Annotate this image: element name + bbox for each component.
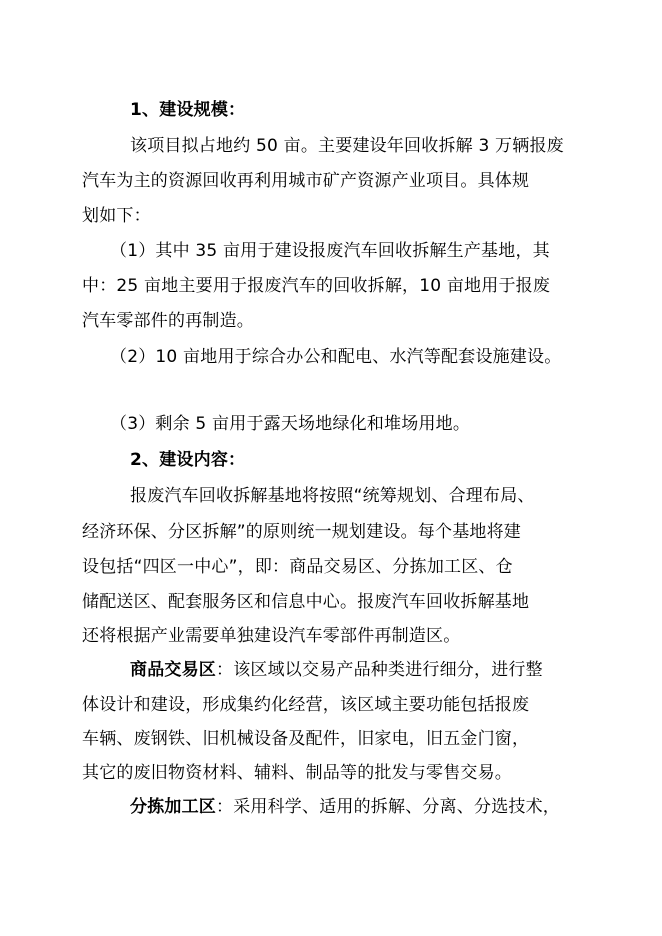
paragraph-line: 车辆、废钢铁、旧机械设备及配件，旧家电，旧五金门窗， (82, 729, 530, 749)
sorting-area-label: 分拣加工区 (130, 797, 216, 817)
list-item-1-line: 中：25 亩地主要用于报废汽车的回收拆解，10 亩地用于报废 (82, 276, 551, 296)
paragraph-line: 经济环保、分区拆解”的原则统一规划建设。每个基地将建 (82, 522, 522, 542)
paragraph-line: 该项目拟占地约 50 亩。主要建设年回收拆解 3 万辆报废 (130, 136, 564, 156)
paragraph-line: 储配送区、配套服务区和信息中心。报废汽车回收拆解基地 (82, 592, 530, 612)
paragraph-line: 报废汽车回收拆解基地将按照“统筹规划、合理布局、 (130, 486, 535, 506)
sorting-area-text: ：采用科学、适用的拆解、分离、分选技术， (216, 797, 560, 817)
paragraph-line: 设包括“四区一中心”，即：商品交易区、分拣加工区、仓 (82, 557, 513, 577)
paragraph-line: 划如下： (82, 206, 151, 226)
paragraph-line: 其它的废旧物资材料、辅料、制品等的批发与零售交易。 (82, 763, 512, 783)
paragraph-line: 还将根据产业需要单独建设汽车零部件再制造区。 (82, 626, 461, 646)
paragraph-line (130, 652, 620, 688)
paragraph-line: 体设计和建设，形成集约化经营，该区域主要功能包括报废 (82, 695, 530, 715)
list-item-1-line: 汽车零部件的再制造。 (82, 311, 254, 331)
list-item-3: （3）剩余 5 亩用于露天场地绿化和堆场用地。 (110, 414, 471, 434)
section-heading-construction-content: 2、建设内容： (130, 450, 246, 470)
trading-area-text: ：该区域以交易产品种类进行细分，进行整 (216, 660, 543, 680)
section-heading-construction-scale: 1、建设规模： (130, 100, 246, 120)
list-item-1-line: （1）其中 35 亩用于建设报废汽车回收拆解生产基地，其 (110, 241, 550, 261)
paragraph-line (130, 789, 620, 825)
trading-area-label: 商品交易区 (130, 660, 216, 680)
paragraph-line: 汽车为主的资源回收再利用城市矿产资源产业项目。具体规 (82, 171, 530, 191)
list-item-2: （2）10 亩地用于综合办公和配电、水汽等配套设施建设。 (110, 347, 562, 367)
